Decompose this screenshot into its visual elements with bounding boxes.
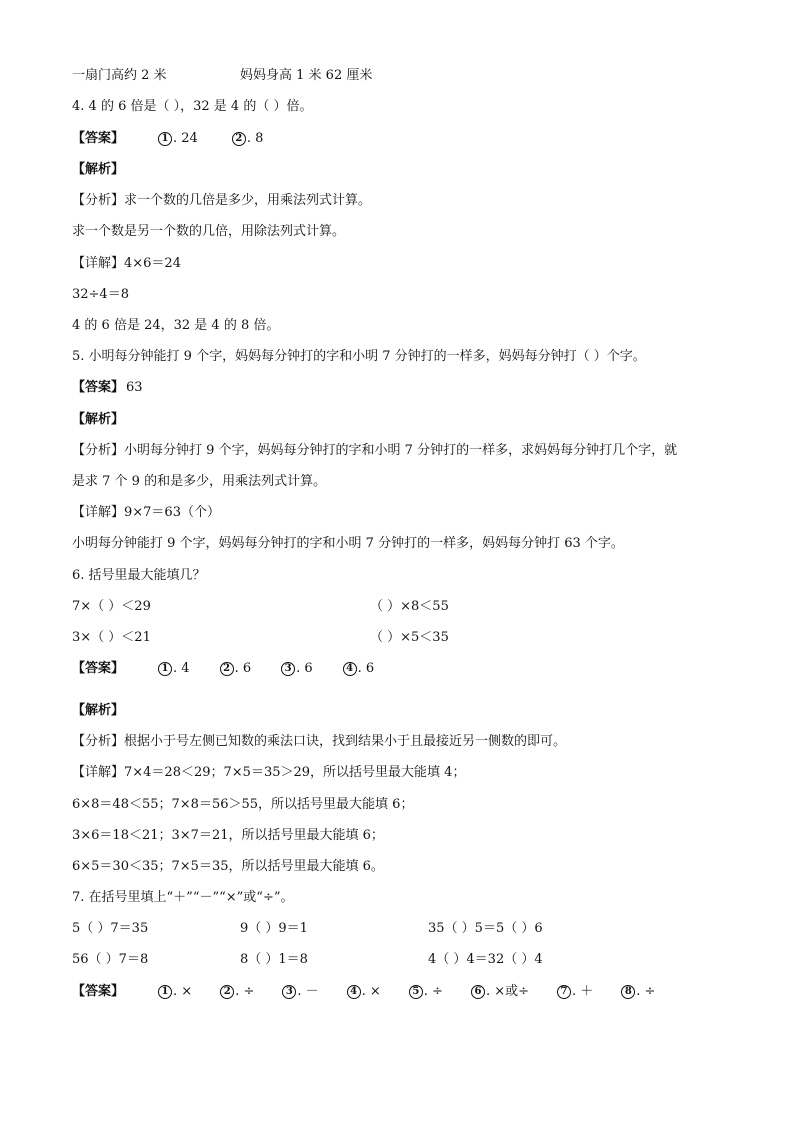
q5-fenxi: 【分析】小明每分钟打 9 个字，妈妈每分钟打的字和小明 7 分钟打的一样多，求妈妈每分钟打几个字，就 (72, 443, 678, 458)
q7-answer-4: 4 . × (347, 983, 381, 1001)
q6-row1-right: （ ）×8＜55 (370, 599, 449, 614)
q7-answer-3: 3 . － (282, 983, 318, 1001)
q6-fenxi: 【分析】根据小于号左侧已知数的乘法口诀，找到结果小于且最接近另一侧数的即可。 (72, 734, 567, 749)
q6-answer-2: 2 . 6 (220, 660, 252, 678)
q7-row1-col3: 35（ ）5＝5（ ）6 (428, 921, 543, 936)
q7-answer-1: 1 . × (158, 983, 192, 1001)
q7-row2-col3: 4（ ）4＝32（ ）4 (428, 952, 543, 967)
q5-answer-value: 63 (126, 380, 143, 395)
q4-answer-tag: 【答案】 (72, 131, 125, 146)
q7-row1-col2: 9（ ）9＝1 (240, 921, 308, 936)
q4-answer-1: 1 . 24 (158, 130, 198, 148)
q5-answer-tag: 【答案】 (72, 380, 125, 395)
q7-answer-8: 8 . ÷ (621, 983, 655, 1001)
q5-fenxi-2: 是求 7 个 9 的和是多少，用乘法列式计算。 (72, 474, 327, 489)
q6-question: 6. 括号里最大能填几？ (72, 568, 206, 583)
q4-answer-row (72, 130, 263, 148)
q5-analysis-tag: 【解析】 (72, 412, 125, 427)
q4-xiangjie-2: 32÷4＝8 (72, 287, 129, 302)
q4-question: 4. 4 的 6 倍是（ ），32 是 4 的（ ）倍。 (72, 99, 313, 114)
q5-question: 5. 小明每分钟能打 9 个字，妈妈每分钟打的字和小明 7 分钟打的一样多，妈妈每分钟打（ ）个字。 (72, 349, 646, 364)
q4-xiangjie-3: 4 的 6 倍是 24，32 是 4 的 8 倍。 (72, 318, 280, 333)
q7-row2-col2: 8（ ）1＝8 (240, 952, 308, 967)
q6-answer-3: 3 . 6 (281, 660, 313, 678)
q6-xiangjie-3: 3×6＝18＜21；3×7＝21，所以括号里最大能填 6； (72, 828, 384, 843)
q6-xiangjie-2: 6×8＝48＜55；7×8＝56＞55，所以括号里最大能填 6； (72, 797, 414, 812)
q6-answer-row (72, 660, 374, 678)
q7-answer-7: 7 . ＋ (557, 983, 593, 1001)
q7-answer-2: 2 . ÷ (220, 983, 254, 1001)
q5-answer-row (72, 379, 143, 397)
q6-analysis-tag: 【解析】 (72, 703, 125, 718)
q6-answer-tag: 【答案】 (72, 661, 125, 676)
q6-answer-4: 4 . 6 (343, 660, 375, 678)
q5-xiangjie: 【详解】9×7＝63（个） (72, 505, 220, 520)
q6-row2-right: （ ）×5＜35 (370, 630, 449, 645)
q6-xiangjie-4: 6×5＝30＜35；7×5＝35，所以括号里最大能填 6。 (72, 859, 384, 874)
q6-xiangjie: 【详解】7×4＝28＜29；7×5＝35＞29，所以括号里最大能填 4； (72, 765, 466, 780)
q6-answer-1: 1 . 4 (158, 660, 190, 678)
q4-xiangjie: 【详解】4×6＝24 (72, 256, 181, 271)
q5-xiangjie-2: 小明每分钟能打 9 个字，妈妈每分钟打的字和小明 7 分钟打的一样多，妈妈每分钟打 63 个字。 (72, 536, 624, 551)
q7-answer-5: 5 . ÷ (409, 983, 443, 1001)
q7-answer-tag: 【答案】 (72, 984, 125, 999)
q7-row1-col1: 5（ ）7＝35 (72, 921, 149, 936)
q7-question: 7. 在括号里填上“＋”“－”“×”或“÷”。 (72, 890, 294, 905)
q7-answer-row (72, 983, 655, 1001)
q4-answer-2: 2 . 8 (232, 130, 264, 148)
q4-fenxi-2: 求一个数是另一个数的几倍，用除法列式计算。 (72, 224, 346, 239)
q4-analysis-tag: 【解析】 (72, 162, 125, 177)
q4-fenxi: 【分析】求一个数的几倍是多少，用乘法列式计算。 (72, 193, 372, 208)
q6-row1-left: 7×（ ）＜29 (72, 599, 151, 614)
q6-row2-left: 3×（ ）＜21 (72, 630, 151, 645)
q7-row2-col1: 56（ ）7＝8 (72, 952, 149, 967)
intro-right-text: 妈妈身高 1 米 62 厘米 (240, 68, 373, 83)
intro-left-text: 一扇门高约 2 米 (72, 68, 167, 83)
q7-answer-6: 6 . ×或÷ (471, 983, 529, 1001)
